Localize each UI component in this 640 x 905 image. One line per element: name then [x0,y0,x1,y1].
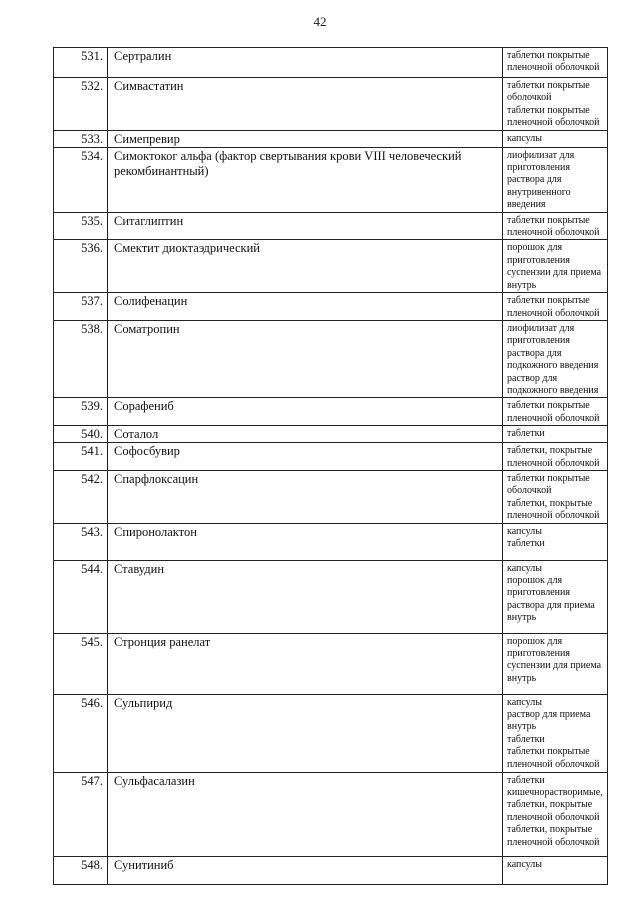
medicine-table [53,47,608,885]
table-row [54,240,608,293]
drug-name: Софосбувир [108,443,503,471]
row-number: 548. [54,856,108,884]
row-number: 533. [54,130,108,147]
table-row [54,320,608,397]
drug-name: Спиронолактон [108,523,503,560]
drug-name: Соматропин [108,320,503,397]
row-number: 540. [54,426,108,443]
row-number: 531. [54,48,108,78]
table-row [54,48,608,78]
table-row [54,633,608,694]
dosage-form: капсулы таблетки [503,523,608,560]
drug-name: Стронция ранелат [108,633,503,694]
row-number: 541. [54,443,108,471]
table-row [54,212,608,240]
drug-name: Сунитиниб [108,856,503,884]
dosage-form: таблетки покрытые пленочной оболочкой [503,212,608,240]
dosage-form: порошок для приготовления суспензии для приема внутрь [503,240,608,293]
table-row [54,426,608,443]
dosage-form: капсулы раствор для приема внутрь таблетки таблетки покрытые пленочной оболочкой [503,694,608,772]
row-number: 536. [54,240,108,293]
medicine-table-body [54,48,608,885]
dosage-form: капсулы порошок для приготовления раствора для приема внутрь [503,560,608,633]
dosage-form: лиофилизат для приготовления раствора для подкожного введения раствор для подкожного введения [503,320,608,397]
drug-name: Ставудин [108,560,503,633]
row-number: 534. [54,147,108,212]
drug-name: Смектит диоктаэдрический [108,240,503,293]
page-number: 42 [313,14,327,29]
table-row [54,398,608,426]
dosage-form: таблетки, покрытые пленочной оболочкой [503,443,608,471]
table-row [54,470,608,523]
drug-name: Сертралин [108,48,503,78]
dosage-form: таблетки покрытые пленочной оболочкой [503,293,608,321]
row-number: 537. [54,293,108,321]
drug-name: Сорафениб [108,398,503,426]
drug-name: Спарфлоксацин [108,470,503,523]
dosage-form: таблетки покрытые оболочкой таблетки покрытые пленочной оболочкой [503,78,608,131]
row-number: 538. [54,320,108,397]
drug-name: Симоктоког альфа (фактор свертывания крови VIII человеческий рекомбинантный) [108,147,503,212]
row-number: 539. [54,398,108,426]
table-row [54,772,608,856]
dosage-form: порошок для приготовления суспензии для приема внутрь [503,633,608,694]
dosage-form: таблетки кишечнорастворимые, таблетки, покрытые пленочной оболочкой таблетки, покрытые пленочной оболочкой [503,772,608,856]
table-row [54,523,608,560]
table-row [54,560,608,633]
table-row [54,856,608,884]
dosage-form: лиофилизат для приготовления раствора для внутривенного введения [503,147,608,212]
drug-name: Солифенацин [108,293,503,321]
table-row [54,443,608,471]
row-number: 546. [54,694,108,772]
table-row [54,78,608,131]
drug-name: Сульфасалазин [108,772,503,856]
row-number: 532. [54,78,108,131]
dosage-form: таблетки покрытые пленочной оболочкой [503,398,608,426]
drug-name: Соталол [108,426,503,443]
row-number: 545. [54,633,108,694]
drug-name: Симвастатин [108,78,503,131]
row-number: 547. [54,772,108,856]
table-row [54,130,608,147]
row-number: 544. [54,560,108,633]
dosage-form: таблетки покрытые оболочкой таблетки, покрытые пленочной оболочкой [503,470,608,523]
dosage-form: капсулы [503,130,608,147]
drug-name: Сульпирид [108,694,503,772]
row-number: 535. [54,212,108,240]
table-row [54,694,608,772]
dosage-form: капсулы [503,856,608,884]
table-row [54,293,608,321]
drug-name: Симепревир [108,130,503,147]
drug-name: Ситаглиптин [108,212,503,240]
dosage-form: таблетки [503,426,608,443]
dosage-form: таблетки покрытые пленочной оболочкой [503,48,608,78]
table-row [54,147,608,212]
row-number: 542. [54,470,108,523]
row-number: 543. [54,523,108,560]
